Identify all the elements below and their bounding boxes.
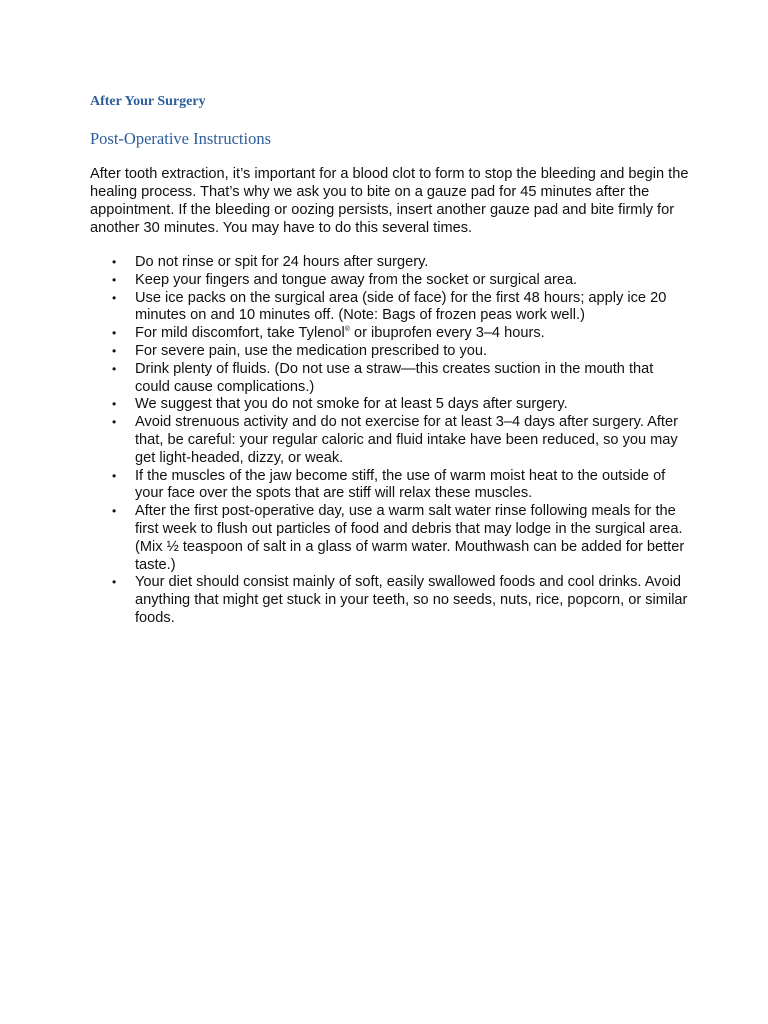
instruction-text: Keep your fingers and tongue away from the socket or surgical area.: [135, 271, 578, 288]
intro-paragraph: After tooth extraction, it’s important for a blood clot to form to stop the bleeding and begin the healing process. That’s why we ask you to bite on a gauze pad for 45 minutes after the appointment. If the bleeding or oozing persists, insert another gauze pad and bite firmly for another 30 minutes. You may have to do this several times.: [90, 166, 689, 236]
bullet-icon: •: [112, 468, 117, 483]
instruction-text: If the muscles of the jaw become stiff, the use of warm moist heat to the outside of your face over the spots that are stiff will relax these muscles.: [135, 467, 666, 502]
page-title: After Your Surgery: [90, 94, 206, 109]
bullet-icon: •: [112, 415, 117, 430]
instruction-text: Avoid strenuous activity and do not exercise for at least 3–4 days after surgery. After that, be careful: your regular caloric and fluid intake have been reduced, so you may get light-headed, dizzy, or weak.: [135, 414, 678, 466]
bullet-icon: •: [112, 326, 117, 341]
bullet-icon: •: [112, 575, 117, 590]
instruction-text: For mild discomfort, take Tylenol: [135, 325, 345, 342]
instruction-text: Your diet should consist mainly of soft, easily swallowed foods and cool drinks. Avoid anything that might get stuck in your teeth, so no seeds, nuts, rice, popcorn, or similar foods.: [135, 574, 688, 626]
bullet-icon: •: [112, 504, 117, 519]
instruction-text: or ibuprofen every 3–4 hours.: [349, 325, 545, 342]
instruction-text: For severe pain, use the medication prescribed to you.: [135, 342, 488, 359]
instruction-item: [90, 272, 690, 290]
instruction-text: We suggest that you do not smoke for at least 5 days after surgery.: [135, 396, 568, 413]
document-content: [90, 93, 690, 628]
section-heading: Post-Operative Instructions: [90, 129, 272, 148]
instruction-text: Do not rinse or spit for 24 hours after surgery.: [135, 254, 429, 270]
bullet-icon: •: [112, 272, 117, 287]
instruction-item: [90, 574, 690, 627]
instruction-item: [90, 325, 690, 343]
instruction-list: [90, 254, 690, 628]
instruction-item: [90, 361, 690, 397]
bullet-icon: •: [112, 290, 117, 305]
bullet-icon: •: [112, 255, 117, 269]
instruction-text: Use ice packs on the surgical area (side of face) for the first 48 hours; apply ice 20 minutes on and 10 minutes off. (Note: Bags of frozen peas work well.): [135, 289, 667, 324]
instruction-item: [90, 290, 690, 326]
instruction-item: [90, 396, 690, 414]
instruction-item: [90, 414, 690, 467]
instruction-text: After the first post-operative day, use a warm salt water rinse following meals for the first week to flush out particles of food and debris that may lodge in the surgical area. (Mix ½ teaspoon of salt in a glass of warm water. Mouthwash can be added for better taste.): [135, 503, 685, 573]
bullet-icon: •: [112, 361, 117, 376]
instruction-item: [90, 503, 690, 574]
instruction-item: [90, 343, 690, 361]
registered-mark: ®: [344, 326, 350, 334]
instruction-item: [90, 468, 690, 504]
instruction-item: [90, 254, 690, 272]
instruction-text: Drink plenty of fluids. (Do not use a straw—this creates suction in the mouth that could cause complications.): [135, 360, 654, 395]
bullet-icon: •: [112, 397, 117, 412]
bullet-icon: •: [112, 343, 117, 358]
